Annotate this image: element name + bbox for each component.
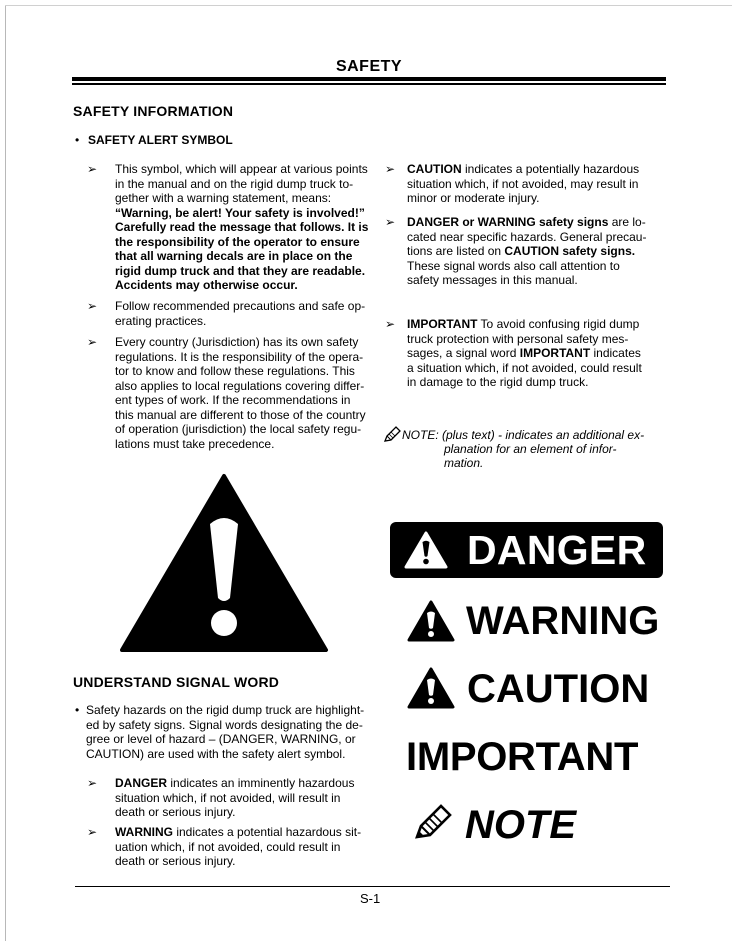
- note-pencil-icon: [413, 803, 453, 841]
- jurisdiction-paragraph: Every country (Jurisdiction) has its own safety regulations. It is the responsibility of the opera- tor to know and follow these regulations. This also applies to local regulations covering differ- ent types of work. If the recommendations in this manual are different to those of the country of operation (jurisdiction) the local safety regu- lations must take precedence.: [115, 335, 366, 451]
- caution-alert-icon: [407, 667, 455, 709]
- alert-symbol-paragraph: This symbol, which will appear at various points in the manual and on the rigid dump truck to- gether with a warning statement, means: “Warning, be alert! Your safety is involved!” Carefully read the message that follows. It is the responsibility of the operator to ensure that all warning decals are in place on the rigid dump truck and that they are readable. Accidents may otherwise occur.: [115, 162, 369, 292]
- title-rule-thick: [72, 77, 666, 81]
- arrow-bullet: ➢: [87, 776, 98, 790]
- important-sign-label: IMPORTANT: [406, 735, 639, 779]
- safety-alert-symbol-icon: [118, 472, 330, 654]
- page-frame-top: [5, 5, 732, 6]
- note-definition-line: mation.: [444, 456, 484, 470]
- important-definition: IMPORTANT To avoid confusing rigid dump truck protection with personal safety mes- sages, a signal word IMPORTANT indicates a situation which, if not avoided, could result in damage to the rigid dump truck.: [407, 317, 642, 389]
- warning-sign-label: WARNING: [466, 599, 660, 643]
- warning-alert-icon: [407, 600, 455, 642]
- page-title: SAFETY: [335, 58, 403, 75]
- warning-definition: WARNING indicates a potential hazardous sit- uation which, if not avoided, could result in death or serious injury.: [115, 825, 362, 868]
- precautions-paragraph: Follow recommended precautions and safe op- erating practices.: [115, 299, 366, 328]
- note-sign-label: NOTE: [465, 803, 577, 847]
- note-definition-line: planation for an element of infor-: [444, 442, 617, 456]
- title-rule-thin: [72, 83, 666, 85]
- heading-safety-information: SAFETY INFORMATION: [73, 103, 234, 119]
- arrow-bullet: ➢: [87, 825, 98, 839]
- caution-definition: CAUTION indicates a potentially hazardous situation which, if not avoided, may result in minor or moderate injury.: [407, 162, 640, 205]
- heading-understand-signal-word: UNDERSTAND SIGNAL WORD: [73, 674, 280, 690]
- signal-intro-paragraph: Safety hazards on the rigid dump truck are highlight- ed by safety signs. Signal words designating the de- gree or level of hazard – (DANGER, WARNING, or CAUTION) are used with the safety alert symbol.: [86, 703, 365, 761]
- page-frame-left: [5, 5, 6, 941]
- footer-rule: [75, 886, 670, 887]
- page-number: S-1: [360, 891, 381, 906]
- arrow-bullet: ➢: [385, 317, 396, 331]
- arrow-bullet: ➢: [87, 162, 98, 176]
- danger-alert-icon: [404, 531, 448, 569]
- note-definition: NOTE: (plus text) - indicates an additional ex-: [402, 428, 645, 442]
- arrow-bullet: ➢: [385, 215, 396, 229]
- arrow-bullet: ➢: [87, 299, 98, 313]
- arrow-bullet: ➢: [87, 335, 98, 349]
- danger-warning-signs-definition: DANGER or WARNING safety signs are lo- cated near specific hazards. General precau- tions are listed on CAUTION safety signs. These signal words also call attention to safety messages in this manual.: [407, 215, 647, 287]
- danger-sign: [390, 522, 663, 578]
- bullet-dot: •: [75, 133, 80, 147]
- heading-alert-symbol: SAFETY ALERT SYMBOL: [88, 133, 233, 147]
- caution-sign-label: CAUTION: [467, 667, 650, 711]
- danger-sign-label: DANGER: [467, 527, 647, 573]
- bullet-dot: •: [75, 703, 80, 717]
- arrow-bullet: ➢: [385, 162, 396, 176]
- pencil-icon: [383, 426, 401, 443]
- danger-definition: DANGER indicates an imminently hazardous situation which, if not avoided, will result in death or serious injury.: [115, 776, 355, 819]
